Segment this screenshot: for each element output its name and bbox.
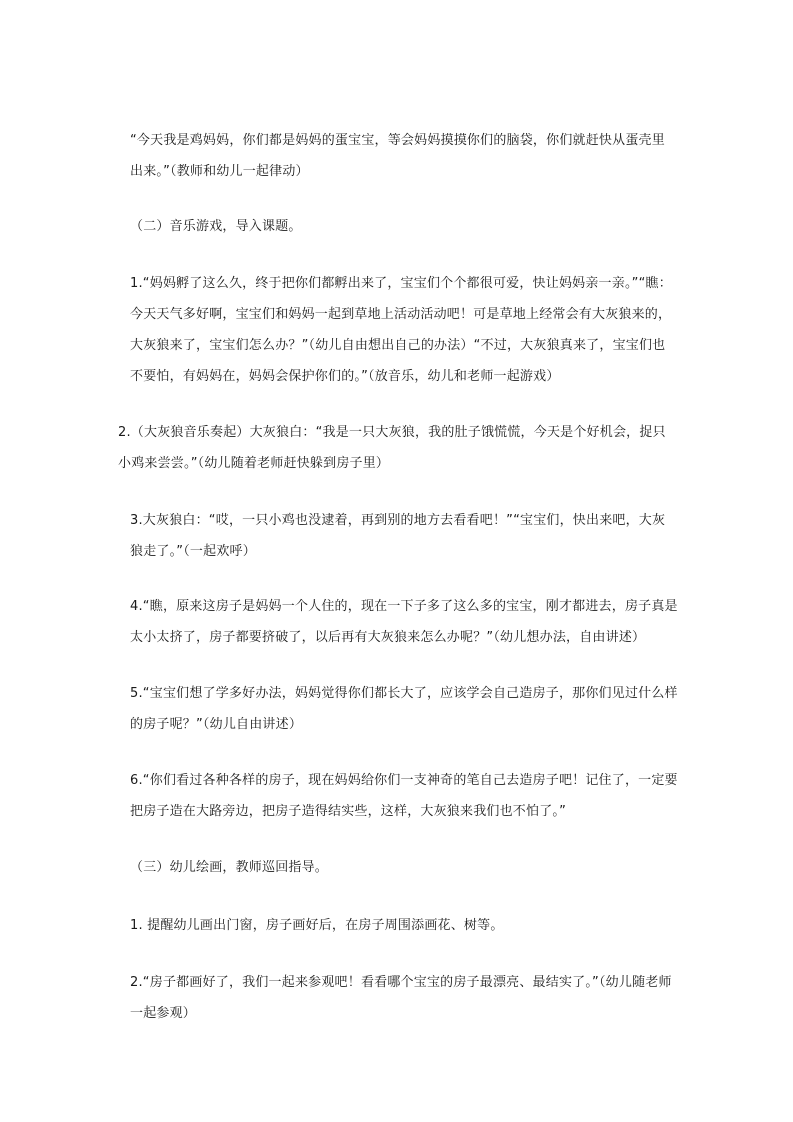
paragraph-intro: “今天我是鸡妈妈，你们都是妈妈的蛋宝宝，等会妈妈摸摸你们的脑袋，你们就赶快从蛋壳里出来。”（教师和幼儿一起律动） [130, 133, 665, 179]
paragraph-step-1: 1.“妈妈孵了这么久，终于把你们都孵出来了，宝宝们个个都很可爱，快让妈妈亲一亲。”“瞧：今天天气多好啊，宝宝们和妈妈一起到草地上活动活动吧！可是草地上经常会有大灰狼来的，大灰狼来了，宝宝们怎么办？”（幼儿自由想出自己的办法）“不过，大灰狼真来了，宝宝们也不要怕，有妈妈在，妈妈会保护你们的。”（放音乐，幼儿和老师一起游戏） [130, 276, 672, 384]
section-heading-music-game: （二）音乐游戏，导入课题。 [130, 219, 302, 234]
paragraph-step-3: 3.大灰狼白：“哎，一只小鸡也没逮着，再到别的地方去看看吧！”“宝宝们，快出来吧，大灰狼走了。”（一起欢呼） [130, 513, 666, 559]
paragraph-step-4: 4.“瞧，原来这房子是妈妈一个人住的，现在一下子多了这么多的宝宝，刚才都进去，房子真是太小太挤了，房子都要挤破了，以后再有大灰狼来怎么办呢？”（幼儿想办法，自由讲述） [130, 599, 678, 645]
paragraph-step-5: 5.“宝宝们想了学多好办法，妈妈觉得你们都长大了，应该学会自己造房子，那你们见过什么样的房子呢？”（幼儿自由讲述） [130, 686, 678, 732]
paragraph-step-2: 2.（大灰狼音乐奏起）大灰狼白：“我是一只大灰狼，我的肚子饿慌慌，今天是个好机会，捉只小鸡来尝尝。”（幼儿随着老师赶快躲到房子里） [118, 425, 666, 471]
paragraph-step-6: 6.“你们看过各种各样的房子，现在妈妈给你们一支神奇的笔自己去造房子吧！记住了，一定要把房子造在大路旁边，把房子造得结实些，这样，大灰狼来我们也不怕了。” [130, 773, 678, 819]
section-heading-drawing: （三）幼儿绘画，教师巡回指导。 [130, 860, 329, 875]
paragraph-drawing-1: 1. 提醒幼儿画出门窗，房子画好后，在房子周围添画花、树等。 [130, 918, 504, 933]
paragraph-drawing-2: 2.“房子都画好了，我们一起来参观吧！看看哪个宝宝的房子最漂亮、最结实了。”（幼儿随老师一起参观） [130, 975, 672, 1021]
